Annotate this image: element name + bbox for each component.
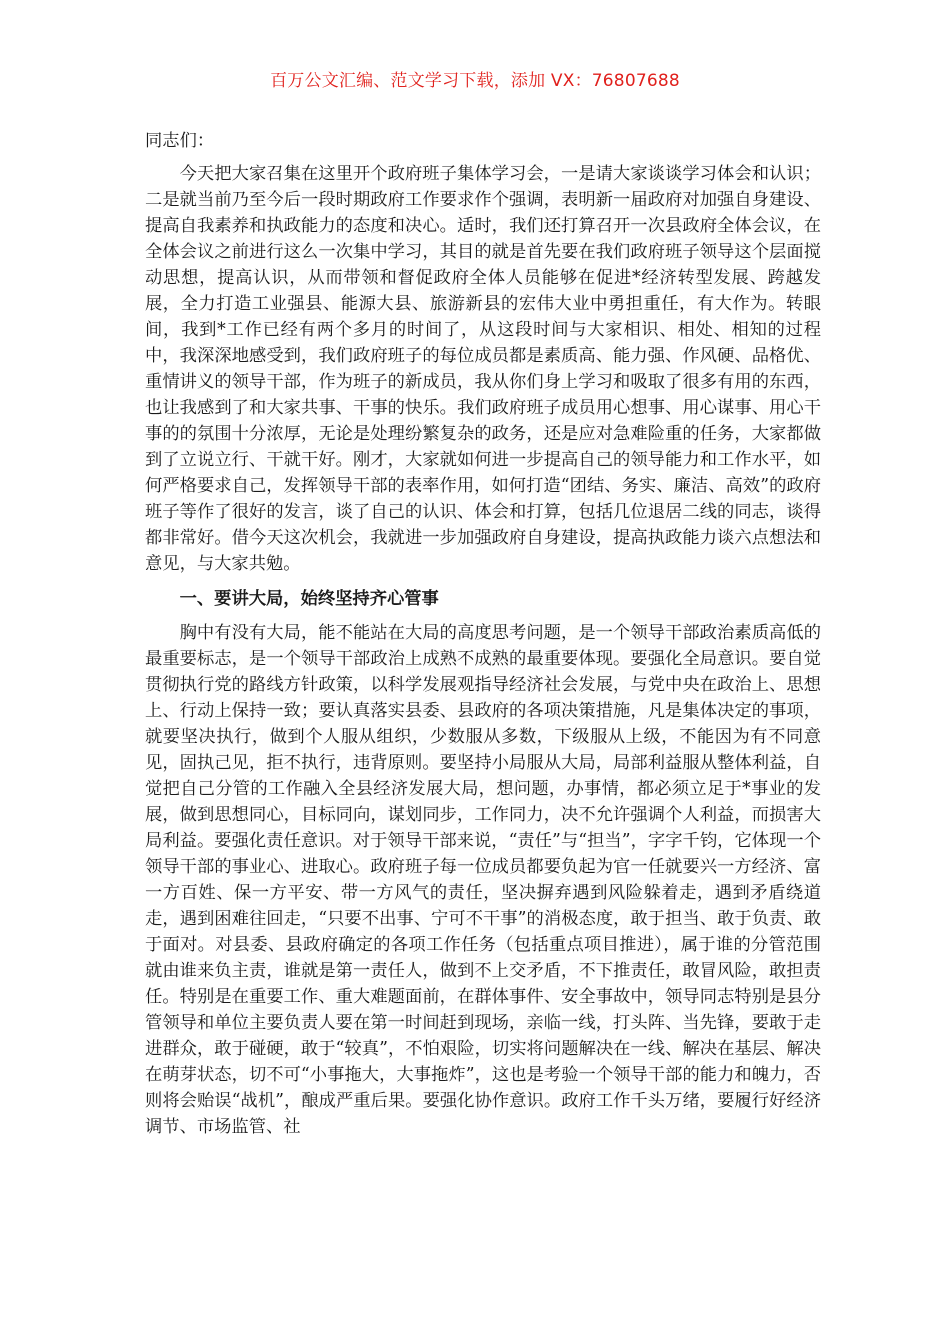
section-1-paragraph: 胸中有没有大局，能不能站在大局的高度思考问题，是一个领导干部政治素质高低的最重要标志，是一个领导干部政治上成熟不成熟的最重要体现。要强化全局意识。要自觉贯彻执行党的路线方针政策，以科学发展观指导经济社会发展，与党中央在政治上、思想上、行动上保持一致；要认真落实县委、县政府的各项决策措施，凡是集体决定的事项，就要坚决执行，做到个人服从组织，少数服从多数，下级服从上级，不能因为有不同意见，固执己见，拒不执行，违背原则。要坚持小局服从大局，局部利益服从整体利益，自觉把自己分管的工作融入全县经济发展大局，想问题，办事情，都必须立足于*事业的发展，做到思想同心，目标同向，谋划同步，工作同力，决不允许强调个人利益，而损害大局利益。要强化责任意识。对于领导干部来说，“责任”与“担当”，字字千钧，它体现一个领导干部的事业心、进取心。政府班子每一位成员都要负起为官一任就要兴一方经济、富一方百姓、保一方平安、带一方风气的责任，坚决摒弃遇到风险躲着走，遇到矛盾绕道走，遇到困难往回走，“只要不出事、宁可不干事”的消极态度，敢于担当、敢于负责、敢于面对。对县委、县政府确定的各项工作任务（包括重点项目推进），属于谁的分管范围就由谁来负主责，谁就是第一责任人，做到不上交矛盾，不下推责任，敢冒风险，敢担责任。特别是在重要工作、重大难题面前，在群体事件、安全事故中，领导同志特别是县分管领导和单位主要负责人要在第一时间赶到现场，亲临一线，打头阵、当先锋，要敢于走进群众，敢于碰硬，敢于“较真”，不怕艰险，切实将问题解决在一线、解决在基层、解决在萌芽状态，切不可“小事拖大，大事拖炸”，这也是考验一个领导干部的能力和魄力，否则将会贻误“战机”，酿成严重后果。要强化协作意识。政府工作千头万绪，要履行好经济调节、市场监管、社 [145,623,821,1137]
section-heading-1: 一、要讲大局，始终坚持齐心管事 [179,589,439,609]
salutation: 同志们： [145,131,215,151]
intro-paragraph: 今天把大家召集在这里开个政府班子集体学习会，一是请大家谈谈学习体会和认识；二是就当前乃至今后一段时期政府工作要求作个强调，表明新一届政府对加强自身建设、提高自我素养和执政能力的态度和决心。适时，我们还打算召开一次县政府全体会议，在全体会议之前进行这么一次集中学习，其目的就是首先要在我们政府班子领导这个层面搅动思想，提高认识，从而带领和督促政府全体人员能够在促进*经济转型发展、跨越发展，全力打造工业强县、能源大县、旅游新县的宏伟大业中勇担重任，有大作为。转眼间，我到*工作已经有两个多月的时间了，从这段时间与大家相识、相处、相知的过程中，我深深地感受到，我们政府班子的每位成员都是素质高、能力强、作风硬、品格优、重情讲义的领导干部，作为班子的新成员，我从你们身上学习和吸取了很多有用的东西，也让我感到了和大家共事、干事的快乐。我们政府班子成员用心想事、用心谋事、用心干事的的氛围十分浓厚，无论是处理纷繁复杂的政务，还是应对急难险重的任务，大家都做到了立说立行、干就干好。刚才，大家就如何进一步提高自己的领导能力和工作水平，如何严格要求自己，发挥领导干部的表率作用，如何打造“团结、务实、廉洁、高效”的政府班子等作了很好的发言，谈了自己的认识、体会和打算，包括几位退居二线的同志，谈得都非常好。借今天这次机会，我就进一步加强政府自身建设，提高执政能力谈六点想法和意见，与大家共勉。 [145,164,821,574]
document-body [145,128,821,1140]
promo-header: 百万公文汇编、范文学习下载，添加 VX：76807688 [270,71,680,91]
